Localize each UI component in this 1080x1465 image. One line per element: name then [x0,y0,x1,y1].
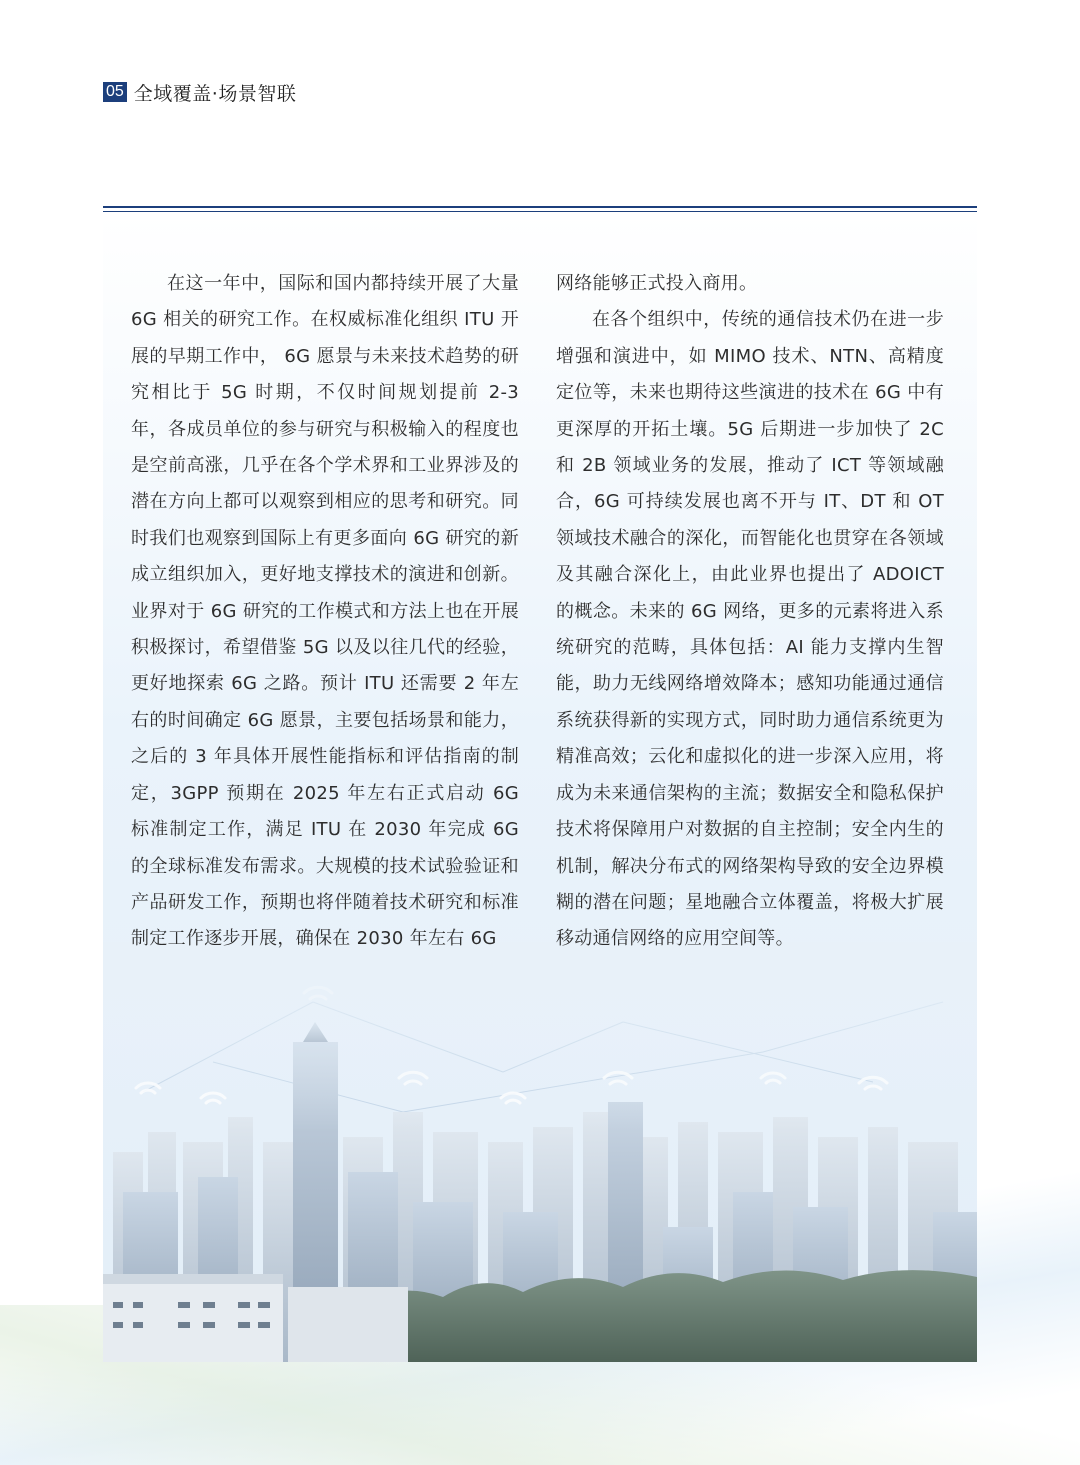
paragraph-2: 在各个组织中，传统的通信技术仍在进一步增强和演进中，如 MIMO 技术、NTN、高精度定位等，未来也期待这些演进的技术在 6G 中有更深厚的开拓土壤。5G 后期进一步加快了 2C 和 2B 领域业务的发展，推动了 ICT 等领域融合，6G 可持续发展也离不开与 IT、DT 和 OT 领域技术融合的深化，而智能化也贯穿在各领域及其融合深化上，由此业界也提出了 ADOICT 的概念。未来的 6G 网络，更多的元素将进入系统研究的范畴，具体包括：AI 能力支撑内生智能，助力无线网络增效降本；感知功能通过通信系统获得新的实现方式，同时助力通信系统更为精准高效；云化和虚拟化的进一步深入应用，将成为未来通信架构的主流；数据安全和隐私保护技术将保障用户对数据的自主控制；安全内生的机制，解决分布式的网络架构导致的安全边界模糊的潜在问题；星地融合立体覆盖，将极大扩展移动通信网络的应用空间等。 [556,309,944,950]
page-header [103,80,296,104]
right-column [556,266,944,958]
city-skyline-wifi-icon [103,942,977,1362]
left-column [131,266,519,958]
page-number: 05 [103,82,127,102]
section-title: 全域覆盖·场景智联 [133,82,297,105]
paragraph-1-continued: 网络能够正式投入商用。 [556,273,758,294]
header-divider-thin [103,211,977,212]
paragraph-1: 在这一年中，国际和国内都持续开展了大量 6G 相关的研究工作。在权威标准化组织 ITU 开展的早期工作中， 6G 愿景与未来技术趋势的研究相比于 5G 时期，不仅时间规划提前 2-3 年，各成员单位的参与研究与积极输入的程度也是空前高涨，几乎在各个学术界和工业界涉及的潜在方向上都可以观察到相应的思考和研究。同时我们也观察到国际上有更多面向 6G 研究的新成立组织加入，更好地支撑技术的演进和创新。业界对于 6G 研究的工作模式和方法上也在开展积极探讨，希望借鉴 5G 以及以往几代的经验，更好地探索 6G 之路。预计 ITU 还需要 2 年左右的时间确定 6G 愿景，主要包括场景和能力，之后的 3 年具体开展性能指标和评估指南的制定，3GPP 预期在 2025 年左右正式启动 6G 标准制定工作，满足 ITU 在 2030 年完成 6G 的全球标准发布需求。大规模的技术试验验证和产品研发工作，预期也将伴随着技术研究和标准制定工作逐步开展，确保在 2030 年左右 6G [131,273,519,950]
header-divider [103,206,977,208]
